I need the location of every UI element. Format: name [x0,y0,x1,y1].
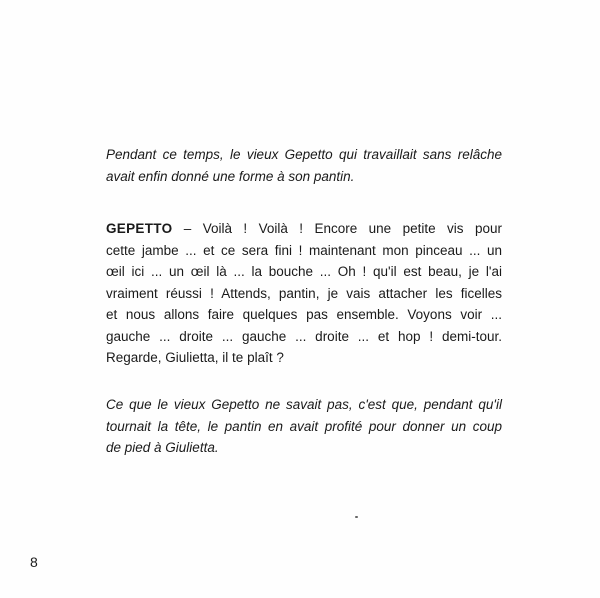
dialogue-line: gauche ... droite ... gauche ... droite ... et hop ! demi-tour. [106,328,502,344]
dialogue-line: vraiment réussi ! Attends, pantin, je vais attacher les ficelles [106,285,502,301]
narration-1-line: Pendant ce temps, le vieux Gepetto qui travaillait sans relâche [106,147,502,162]
dialogue-line: et nous allons faire quelques pas ensemble. Voyons voir ... [106,307,502,322]
speaker-name: GEPETTO [106,221,173,236]
narration-1-line: avait enfin donné une forme à son pantin. [106,168,355,184]
narration-2-line: Ce que le vieux Gepetto ne savait pas, c'est que, pendant qu'il [106,397,502,412]
dialogue-line-start: – Voilà ! Voilà ! Encore une petite vis pour [172,221,502,236]
print-speck [355,516,358,518]
dialogue-first-line [106,218,502,240]
dialogue-line: cette jambe ... et ce sera fini ! maintenant mon pinceau ... un [106,242,502,258]
dialogue-line: Regarde, Giulietta, il te plaît ? [106,350,284,365]
narration-2-line: de pied à Giulietta. [106,440,219,455]
page-number: 8 [30,554,38,570]
narration-paragraph-2 [106,394,502,459]
narration-2-line: tournait la tête, le pantin en avait profité pour donner un coup [106,418,502,434]
dialogue-line: œil ici ... un œil là ... la bouche ... Oh ! qu'il est beau, je l'ai [106,264,502,279]
narration-paragraph-1 [106,144,502,187]
dialogue-paragraph [106,218,502,369]
